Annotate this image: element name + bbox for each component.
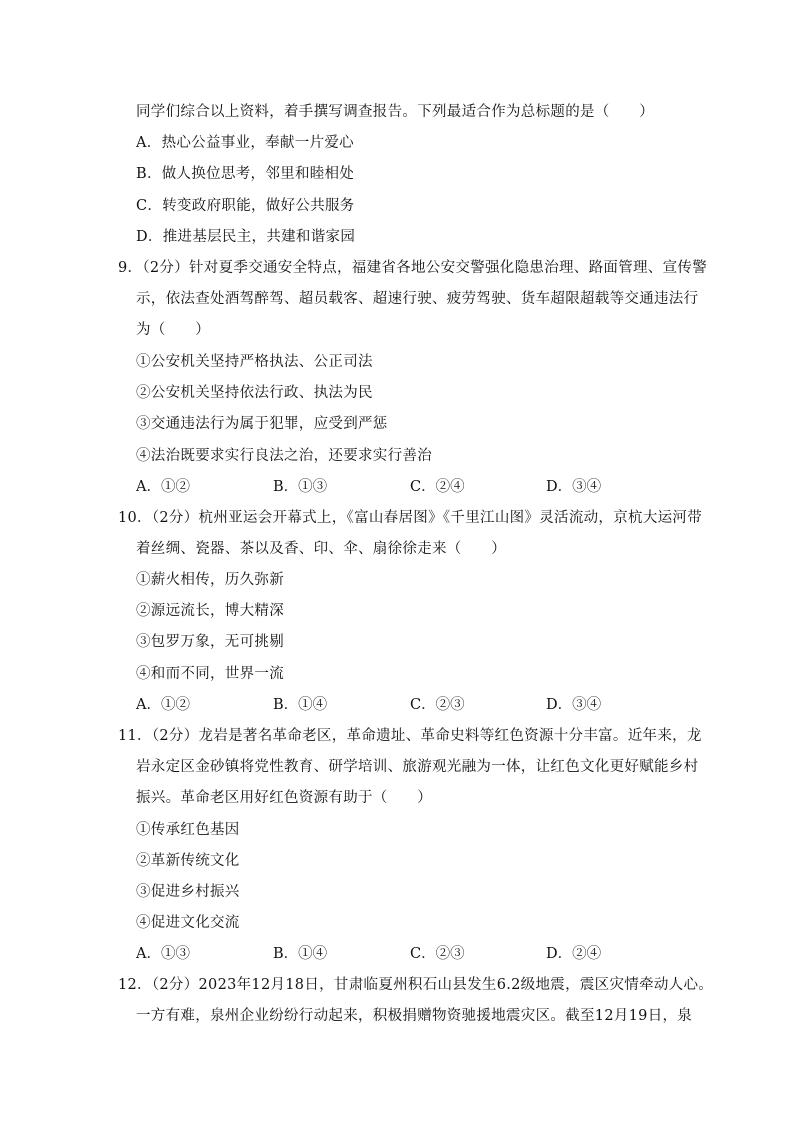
q11-statement-2: ②革新传统文化	[136, 853, 240, 869]
q8-option-b: B．做人换位思考，邻里和睦相处	[136, 166, 355, 182]
q11-choice-a: A．①③	[136, 946, 190, 962]
q11-choice-b: B．①④	[273, 946, 328, 962]
q9-stem-line-2: 示，依法查处酒驾醉驾、超员载客、超速行驶、疲劳驾驶、货车超限超载等交通违法行	[136, 291, 699, 307]
q10-choice-d: D．③④	[546, 697, 602, 713]
q9-statement-2: ②公安机关坚持依法行政、执法为民	[136, 385, 373, 401]
q10-choice-c: C．②③	[410, 697, 465, 713]
q11-choice-c: C．②③	[410, 946, 465, 962]
q9-stem-line-1: 9．（2分）针对夏季交通安全特点，福建省各地公安交警强化隐患治理、路面管理、宣传警	[118, 260, 707, 276]
q10-choice-a: A．①②	[136, 697, 190, 713]
q10-stem-line-1: 10．（2分）杭州亚运会开幕式上，《富山春居图》《千里江山图》灵活流动，京杭大运河带	[118, 510, 703, 526]
q9-statement-4: ④法治既要求实行良法之治，还要求实行善治	[136, 448, 432, 464]
q11-stem-line-2: 岩永定区金砂镇将党性教育、研学培训、旅游观光融为一体，让红色文化更好赋能乡村	[136, 759, 699, 775]
q11-stem-line-3: 振兴。革命老区用好红色资源有助于（ ）	[136, 790, 432, 806]
q9-choice-c: C．②④	[410, 479, 465, 495]
q9-choice-a: A．①②	[136, 479, 190, 495]
q11-stem-line-1: 11．（2分）龙岩是著名革命老区，革命遗址、革命史料等红色资源十分丰富。近年来，龙	[118, 728, 702, 744]
q9-choice-b: B．①③	[273, 479, 328, 495]
q8-stem-tail: 同学们综合以上资料，着手撰写调查报告。下列最适合作为总标题的是（ ）	[136, 104, 654, 120]
q10-statement-3: ③包罗万象，无可挑剔	[136, 634, 284, 650]
q12-stem-line-1: 12．（2分）2023年12月18日，甘肃临夏州积石山县发生6.2级地震，震区灾情牵动人心。	[118, 977, 714, 993]
q9-stem-line-3: 为（ ）	[136, 322, 210, 338]
q10-statement-1: ①薪火相传，历久弥新	[136, 572, 284, 588]
q10-stem-line-2: 着丝绸、瓷器、茶以及香、印、伞、扇徐徐走来（ ）	[136, 541, 506, 557]
q10-statement-4: ④和而不同，世界一流	[136, 666, 284, 682]
q8-option-a: A．热心公益事业，奉献一片爱心	[136, 135, 354, 151]
q8-option-d: D．推进基层民主，共建和谐家园	[136, 229, 356, 245]
q9-statement-1: ①公安机关坚持严格执法、公正司法	[136, 354, 373, 370]
q9-statement-3: ③交通违法行为属于犯罪，应受到严惩	[136, 416, 388, 432]
q11-statement-4: ④促进文化交流	[136, 915, 240, 931]
q11-choice-d: D．②④	[546, 946, 602, 962]
q10-choice-b: B．①④	[273, 697, 328, 713]
q9-choice-d: D．③④	[546, 479, 602, 495]
q8-option-c: C．转变政府职能，做好公共服务	[136, 198, 355, 214]
q12-stem-line-2: 一方有难，泉州企业纷纷行动起来，积极捐赠物资驰援地震灾区。截至12月19日，泉	[136, 1008, 693, 1024]
q10-statement-2: ②源远流长，博大精深	[136, 603, 284, 619]
q11-statement-1: ①传承红色基因	[136, 822, 240, 838]
q11-statement-3: ③促进乡村振兴	[136, 884, 240, 900]
